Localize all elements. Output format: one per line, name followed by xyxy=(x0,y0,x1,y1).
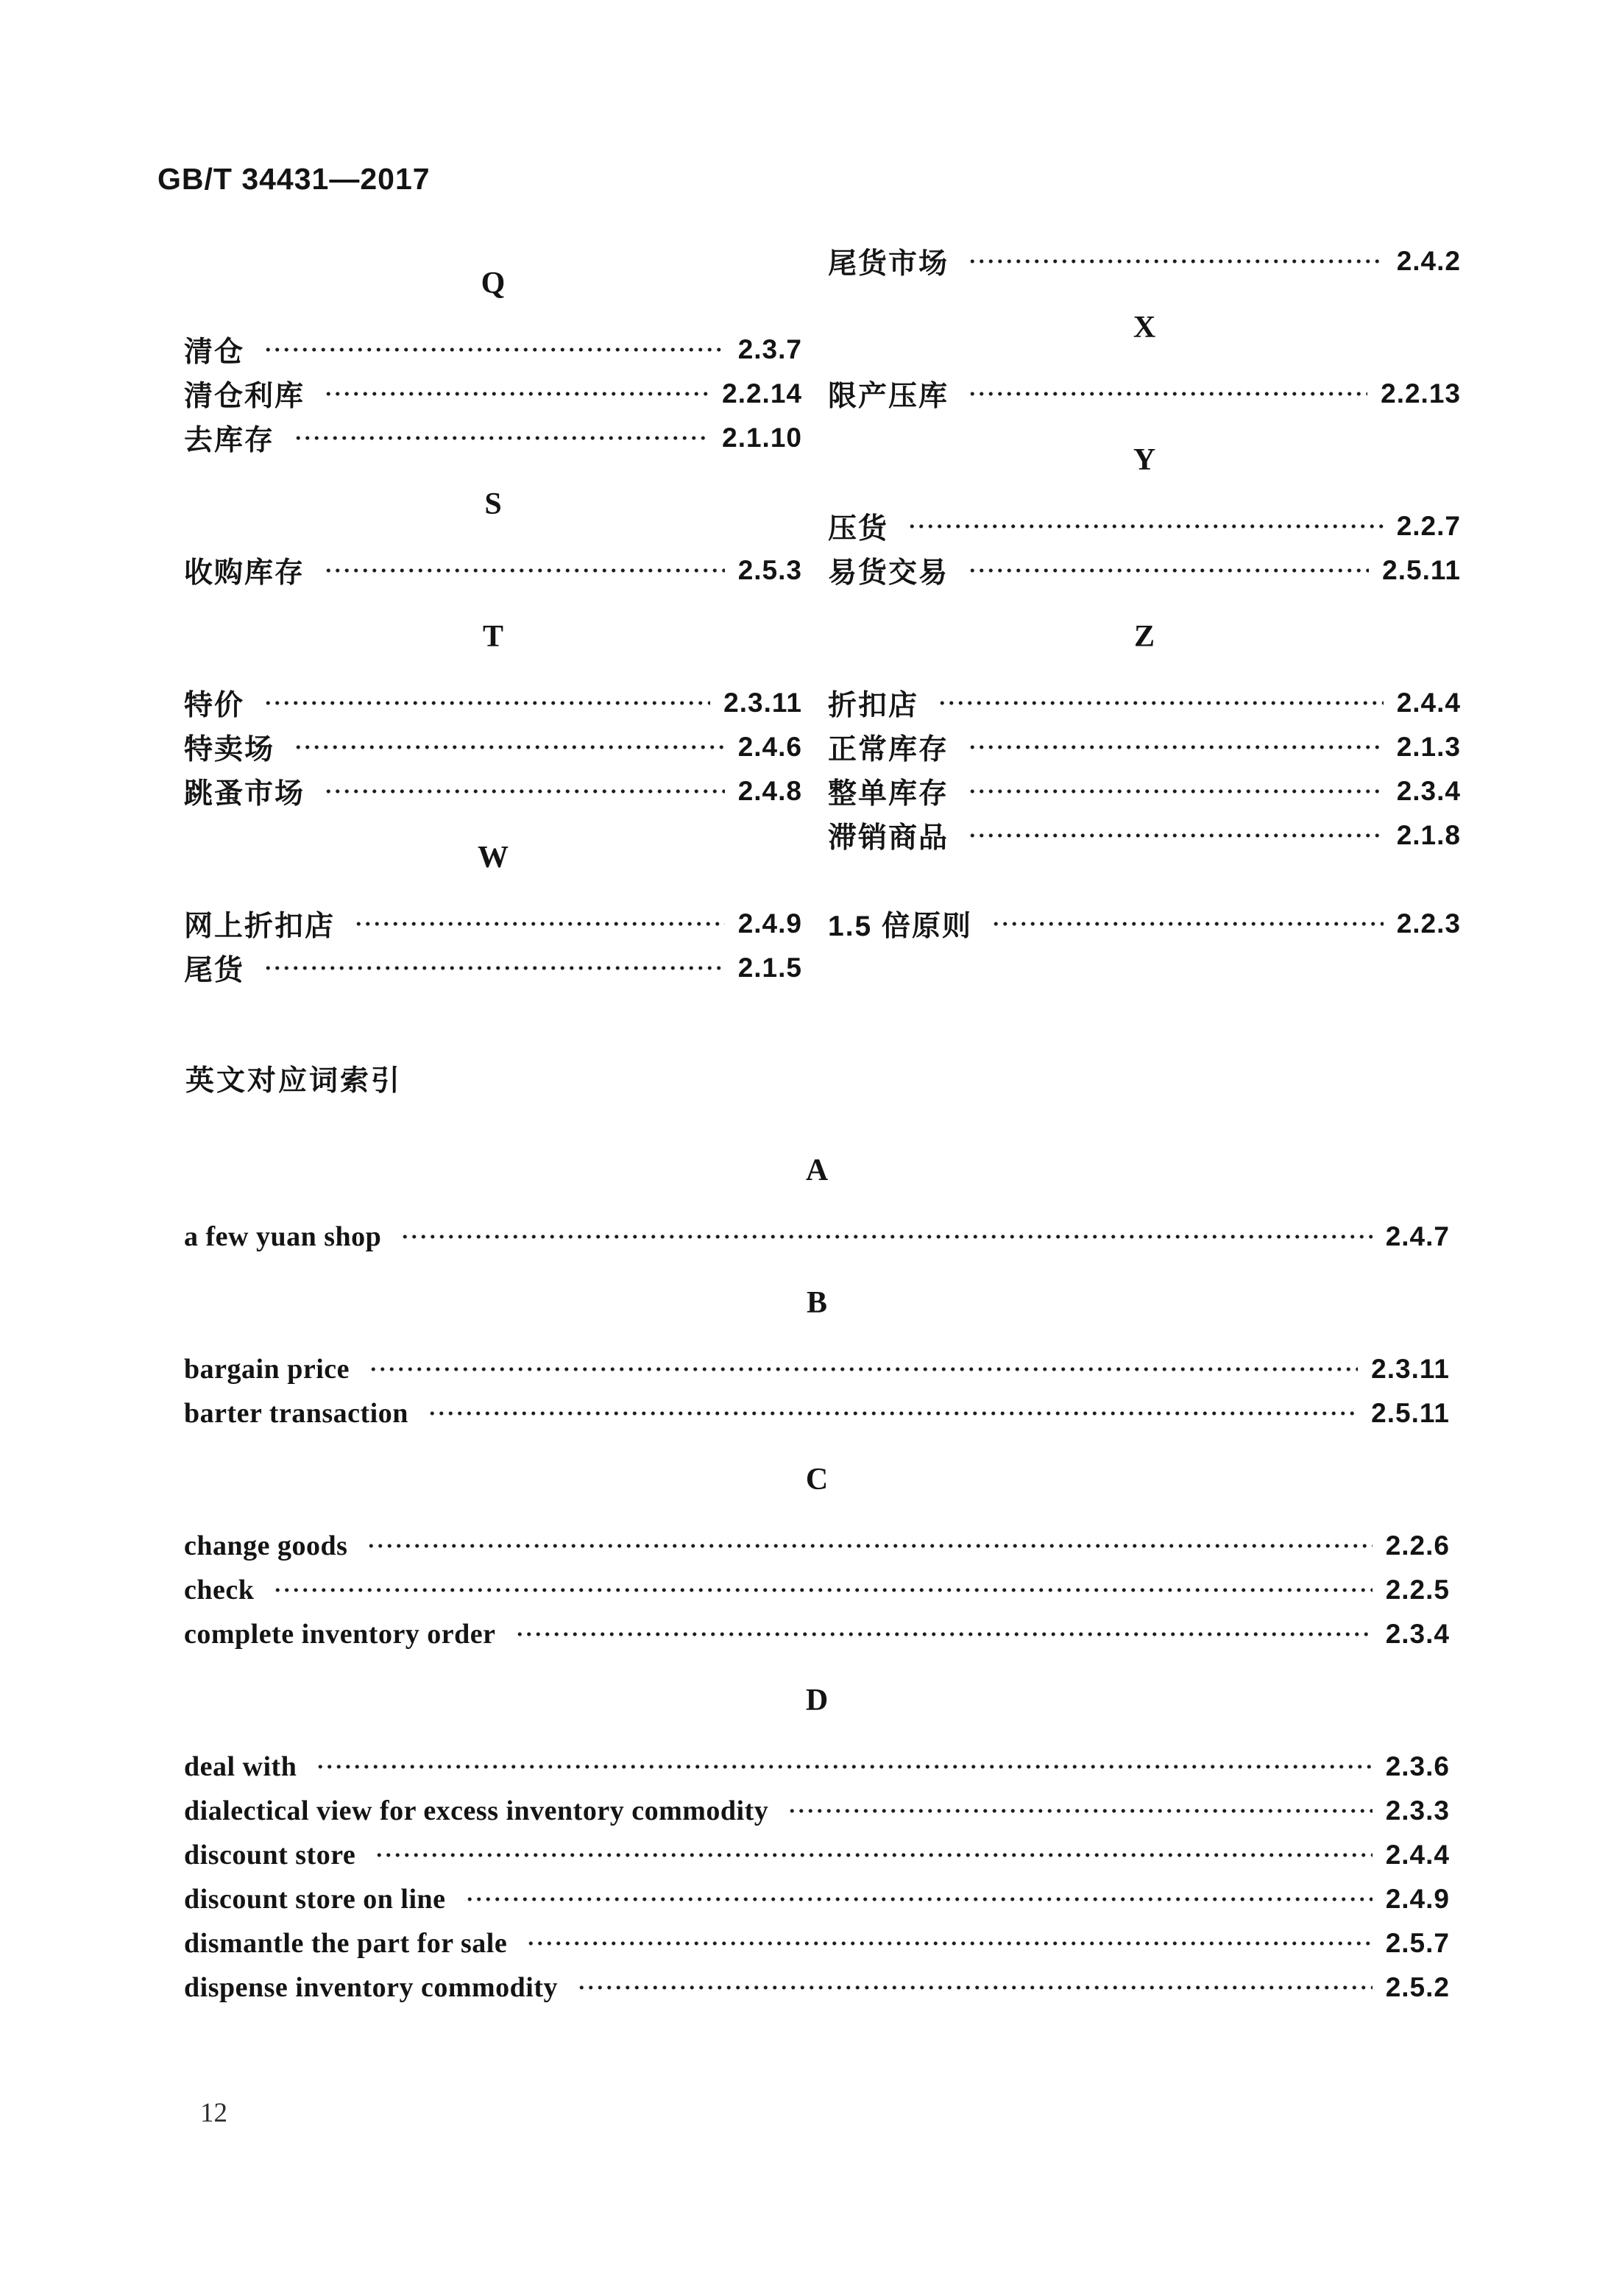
dot-leader xyxy=(968,725,1384,769)
index-ref: 2.4.9 xyxy=(1385,1884,1450,1914)
chinese-index xyxy=(184,239,1461,990)
index-ref: 2.2.3 xyxy=(1396,908,1461,939)
dot-leader xyxy=(968,548,1369,593)
index-term: discount store xyxy=(184,1840,356,1871)
index-ref: 2.1.8 xyxy=(1396,820,1461,850)
index-term: 去库存 xyxy=(184,425,275,456)
dot-leader xyxy=(968,239,1384,283)
dot-leader xyxy=(400,1215,1372,1259)
index-term: 折扣店 xyxy=(828,690,919,721)
dot-leader xyxy=(263,328,725,372)
index-ref: 2.4.4 xyxy=(1396,688,1461,718)
dot-leader xyxy=(907,504,1384,548)
index-entry xyxy=(828,902,1461,946)
index-entry xyxy=(184,1789,1450,1833)
index-entry xyxy=(828,813,1461,858)
index-entry xyxy=(184,1833,1450,1877)
index-entry xyxy=(184,548,802,593)
index-ref: 2.4.4 xyxy=(1385,1840,1450,1870)
index-entry xyxy=(184,725,802,769)
index-term: 易货交易 xyxy=(828,557,949,589)
index-term: dispense inventory commodity xyxy=(184,1972,558,2003)
index-ref: 2.5.3 xyxy=(737,555,802,585)
index-ref: 2.1.5 xyxy=(737,953,802,983)
index-entry xyxy=(184,372,802,416)
index-term: 滞销商品 xyxy=(828,822,949,854)
standard-doc-code: GB/T 34431—2017 xyxy=(157,162,431,196)
index-letter: B xyxy=(806,1286,827,1320)
index-entry xyxy=(828,681,1461,725)
index-term: 1.5 倍原则 xyxy=(828,911,973,942)
index-term: 尾货市场 xyxy=(828,248,949,280)
index-term: 整单库存 xyxy=(828,778,949,810)
index-ref: 2.5.11 xyxy=(1371,1398,1450,1428)
index-letter: X xyxy=(1133,311,1156,345)
index-term: 限产压库 xyxy=(828,381,949,412)
dot-leader xyxy=(324,372,709,416)
index-entry xyxy=(184,1965,1450,2010)
index-term: 压货 xyxy=(828,513,889,545)
index-term: deal with xyxy=(184,1751,297,1782)
index-term: change goods xyxy=(184,1530,348,1561)
index-ref: 2.3.4 xyxy=(1396,776,1461,806)
index-letter-heading xyxy=(184,482,802,526)
index-term: a few yuan shop xyxy=(184,1221,382,1252)
index-letter-heading xyxy=(828,438,1461,482)
index-term: complete inventory order xyxy=(184,1619,496,1650)
dot-leader xyxy=(366,1524,1372,1568)
index-letter: T xyxy=(482,620,503,654)
dot-leader xyxy=(428,1391,1358,1435)
index-ref: 2.2.14 xyxy=(722,378,802,409)
index-ref: 2.5.7 xyxy=(1385,1928,1450,1958)
index-ref: 2.5.2 xyxy=(1385,1972,1450,2002)
index-entry xyxy=(184,1877,1450,1921)
chinese-index-left-column xyxy=(184,239,802,990)
dot-leader xyxy=(316,1745,1372,1789)
dot-leader xyxy=(991,902,1384,946)
index-ref: 2.4.8 xyxy=(737,776,802,806)
index-letter: D xyxy=(805,1684,829,1717)
index-ref: 2.2.5 xyxy=(1385,1575,1450,1605)
dot-leader xyxy=(354,902,725,946)
index-letter-heading xyxy=(828,305,1461,350)
dot-leader xyxy=(968,769,1384,813)
index-entry xyxy=(184,1568,1450,1612)
index-letter-heading xyxy=(184,1678,1450,1723)
index-letter-heading xyxy=(184,1458,1450,1502)
index-ref: 2.3.7 xyxy=(737,334,802,364)
index-entry xyxy=(184,681,802,725)
index-ref: 2.4.6 xyxy=(737,732,802,762)
dot-leader xyxy=(968,372,1367,416)
dot-leader xyxy=(577,1965,1373,2010)
index-entry xyxy=(184,416,802,460)
index-entry xyxy=(828,239,1461,283)
index-entry xyxy=(184,1347,1450,1391)
index-entry xyxy=(828,548,1461,593)
index-entry xyxy=(184,1745,1450,1789)
index-ref: 2.3.11 xyxy=(723,688,802,718)
index-entry xyxy=(184,946,802,990)
index-term: bargain price xyxy=(184,1354,350,1385)
index-ref: 2.4.2 xyxy=(1396,246,1461,276)
index-term: discount store on line xyxy=(184,1884,446,1915)
index-letter: Q xyxy=(481,266,506,300)
index-ref: 2.4.9 xyxy=(737,908,802,939)
dot-leader xyxy=(273,1568,1372,1612)
index-entry xyxy=(828,725,1461,769)
index-ref: 2.2.6 xyxy=(1385,1530,1450,1561)
dot-leader xyxy=(263,681,710,725)
index-ref: 2.2.13 xyxy=(1381,378,1461,409)
index-ref: 2.3.6 xyxy=(1385,1751,1450,1781)
index-term: 尾货 xyxy=(184,955,245,986)
index-letter-heading xyxy=(184,615,802,659)
index-letter-heading xyxy=(184,836,802,880)
page-number: 12 xyxy=(200,2097,227,2128)
dot-leader xyxy=(324,769,725,813)
index-term: barter transaction xyxy=(184,1398,408,1429)
dot-leader xyxy=(294,725,725,769)
english-index-heading: 英文对应词索引 xyxy=(185,1065,403,1097)
index-term: 正常库存 xyxy=(828,734,949,766)
dot-leader xyxy=(938,681,1384,725)
index-ref: 2.1.3 xyxy=(1396,732,1461,762)
dot-leader xyxy=(465,1877,1373,1921)
dot-leader xyxy=(968,813,1384,858)
index-term: 网上折扣店 xyxy=(184,911,336,942)
dot-leader xyxy=(324,548,725,593)
index-term: 特价 xyxy=(184,690,245,721)
index-entry xyxy=(184,769,802,813)
index-entry xyxy=(184,1921,1450,1965)
index-letter: A xyxy=(805,1154,829,1187)
index-letter: Z xyxy=(1133,620,1155,654)
index-letter: C xyxy=(805,1463,829,1497)
dot-leader xyxy=(515,1612,1373,1656)
dot-leader xyxy=(526,1921,1373,1965)
index-letter-heading xyxy=(828,615,1461,659)
index-entry xyxy=(184,328,802,372)
index-ref: 2.3.3 xyxy=(1385,1795,1450,1826)
index-letter: Y xyxy=(1133,443,1156,477)
chinese-index-right-column xyxy=(828,239,1461,946)
index-term: check xyxy=(184,1575,255,1606)
index-term: 跳蚤市场 xyxy=(184,778,305,810)
index-ref: 2.3.4 xyxy=(1385,1619,1450,1649)
index-entry xyxy=(184,1215,1450,1259)
index-ref: 2.3.11 xyxy=(1371,1354,1450,1384)
index-letter: S xyxy=(484,487,502,521)
index-letter: W xyxy=(478,841,509,875)
index-ref: 2.2.7 xyxy=(1396,511,1461,541)
index-entry xyxy=(828,504,1461,548)
dot-leader xyxy=(263,946,725,990)
index-term: 清仓 xyxy=(184,336,245,368)
index-letter-heading xyxy=(184,261,802,305)
index-term: dialectical view for excess inventory commodity xyxy=(184,1795,769,1826)
index-term: 清仓利库 xyxy=(184,381,305,412)
index-entry xyxy=(184,1391,1450,1435)
dot-leader xyxy=(369,1347,1358,1391)
index-term: dismantle the part for sale xyxy=(184,1928,508,1959)
index-letter-heading xyxy=(184,1148,1450,1193)
index-ref: 2.5.11 xyxy=(1382,555,1461,585)
index-entry xyxy=(828,769,1461,813)
index-entry xyxy=(184,1612,1450,1656)
index-entry xyxy=(828,372,1461,416)
index-entry xyxy=(184,1524,1450,1568)
index-entry xyxy=(184,902,802,946)
index-letter-heading xyxy=(184,1281,1450,1325)
index-ref: 2.1.10 xyxy=(722,423,802,453)
dot-leader xyxy=(375,1833,1372,1877)
english-index xyxy=(184,1148,1450,2010)
index-term: 收购库存 xyxy=(184,557,305,589)
index-term: 特卖场 xyxy=(184,734,275,766)
dot-leader xyxy=(294,416,709,460)
dot-leader xyxy=(787,1789,1372,1833)
index-ref: 2.4.7 xyxy=(1385,1221,1450,1251)
